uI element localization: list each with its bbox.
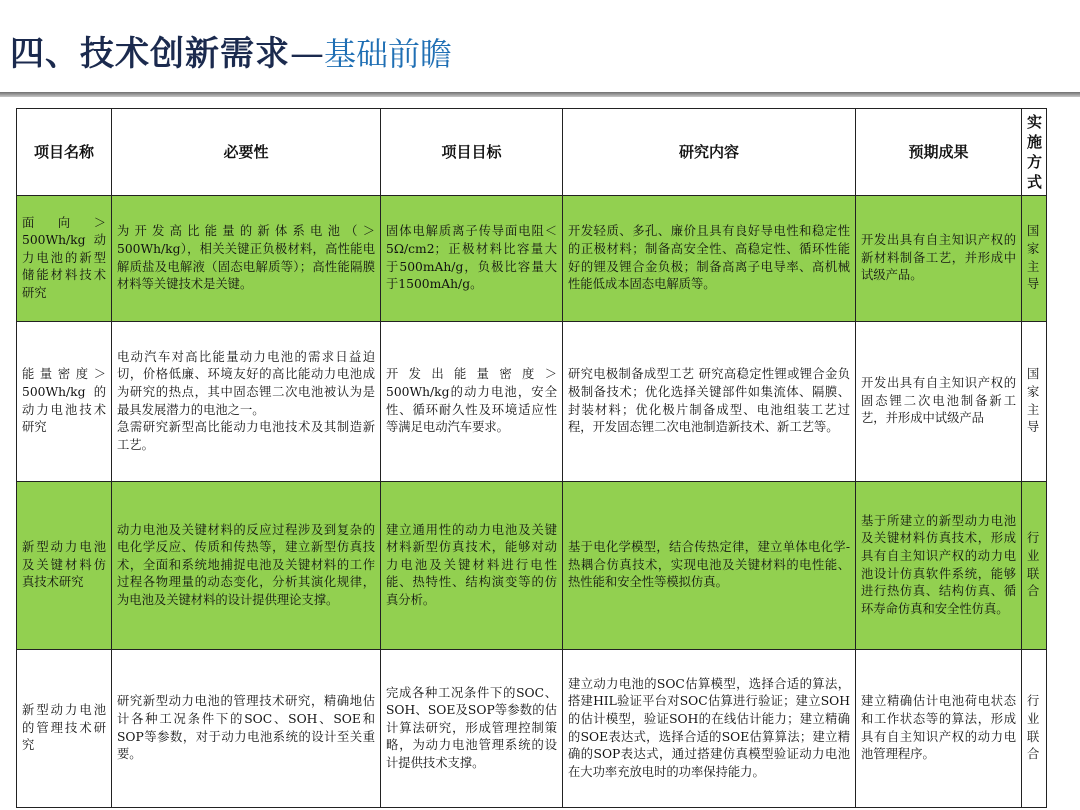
header-implementation-mode: 实施方式 xyxy=(1022,109,1047,196)
title-main: 四、技术创新需求 xyxy=(10,34,290,74)
cell-research-content: 开发轻质、多孔、廉价且具有良好导电性和稳定性的正极材料；制备高安全性、高稳定性、循环性能好的锂及锂合金负极；制备高离子电导率、高机械性能低成本固态电解质等。 xyxy=(563,196,856,322)
cell-project-name: 能量密度＞500Wh/kg的动力电池技术研究 xyxy=(17,322,112,482)
header-necessity: 必要性 xyxy=(112,109,381,196)
header-goal: 项目目标 xyxy=(381,109,563,196)
cell-implementation-mode: 行 业联合 xyxy=(1022,482,1047,650)
cell-expected-result: 建立精确估计电池荷电状态和工作状态等的算法，形成具有自主知识产权的动力电池管理程序。 xyxy=(856,650,1022,808)
page-title xyxy=(10,26,452,86)
cell-implementation-mode: 国 家主导 xyxy=(1022,196,1047,322)
table-row xyxy=(17,650,1047,808)
cell-goal: 完成各种工况条件下的SOC、SOH、SOE及SOP等参数的估计算法研究，形成管理控制策略，为动力电池管理系统的设计提供技术支撑。 xyxy=(381,650,563,808)
cell-research-content: 研究电极制备成型工艺 研究高稳定性锂或锂合金负极制备技术；优化选择关键部件如集流体、隔膜、封装材料；优化极片制备成型、电池组装工艺过程，开发固态锂二次电池制造新技术、新工艺等。 xyxy=(563,322,856,482)
cell-project-name: 新型动力电池及关键材料仿真技术研究 xyxy=(17,482,112,650)
table-row xyxy=(17,322,1047,482)
cell-implementation-mode: 行 业联合 xyxy=(1022,650,1047,808)
cell-research-content: 建立动力电池的SOC估算模型，选择合适的算法，搭建HIL验证平台对SOC估算进行验证；建立SOH的估计模型，验证SOH的在线估计能力；建立精确的SOE表达式，选择合适的SOE估算算法；建立精确的SOP表达式，通过搭建仿真模型验证动力电池在大功率充放电时的功率保持能力。 xyxy=(563,650,856,808)
cell-necessity: 为开发高比能量的新体系电池（＞500Wh/kg），相关关键正负极材料，高性能电解质盐及电解液（固态电解质等）；高性能隔膜材料等关键技术是关键。 xyxy=(112,196,381,322)
cell-necessity: 电动汽车对高比能量动力电池的需求日益迫切，价格低廉、环境友好的高比能动力电池成为研究的热点，其中固态锂二次电池被认为是最具发展潜力的电池之一。 急需研究新型高比能动力电池技术及其制造新工艺。 xyxy=(112,322,381,482)
table-row xyxy=(17,196,1047,322)
table-header-row xyxy=(17,109,1047,196)
title-divider xyxy=(0,92,1080,97)
cell-necessity: 动力电池及关键材料的反应过程涉及到复杂的电化学反应、传质和传热等，建立新型仿真技术，全面和系统地捕捉电池及关键材料的工作过程各物理量的动态变化，分析其演化规律，为电池及关键材料的设计提供理论支撑。 xyxy=(112,482,381,650)
header-research-content: 研究内容 xyxy=(563,109,856,196)
cell-project-name: 新型动力电池的管理技术研究 xyxy=(17,650,112,808)
requirements-table xyxy=(16,108,1047,808)
cell-goal: 固体电解质离子传导面电阻＜5Ω/cm2；正极材料比容量大于500mAh/g，负极比容量大于1500mAh/g。 xyxy=(381,196,563,322)
cell-goal: 建立通用性的动力电池及关键材料新型仿真技术，能够对动力电池及关键材料进行电性能、热特性、结构演变等的仿真分析。 xyxy=(381,482,563,650)
cell-expected-result: 开发出具有自主知识产权的固态锂二次电池制备新工艺，并形成中试级产品 xyxy=(856,322,1022,482)
cell-research-content: 基于电化学模型，结合传热定律，建立单体电化学-热耦合仿真技术，实现电池及关键材料的电性能、热性能和安全性等模拟仿真。 xyxy=(563,482,856,650)
table-row xyxy=(17,482,1047,650)
header-project-name: 项目名称 xyxy=(17,109,112,196)
cell-necessity: 研究新型动力电池的管理技术研究，精确地估计各种工况条件下的SOC、SOH、SOE和SOP等参数，对于动力电池系统的设计至关重要。 xyxy=(112,650,381,808)
cell-expected-result: 开发出具有自主知识产权的新材料制备工艺，并形成中试级产品。 xyxy=(856,196,1022,322)
header-expected-result: 预期成果 xyxy=(856,109,1022,196)
title-subtitle: 基础前瞻 xyxy=(324,35,453,73)
cell-implementation-mode: 国 家主导 xyxy=(1022,322,1047,482)
cell-expected-result: 基于所建立的新型动力电池及关键材料仿真技术，形成具有自主知识产权的动力电池设计仿真软件系统，能够进行热仿真、结构仿真、循环寿命仿真和安全性仿真。 xyxy=(856,482,1022,650)
title-dash: — xyxy=(290,34,324,74)
cell-goal: 开 发 出 能 量 密 度 ＞500Wh/kg的动力电池，安全性、循环耐久性及环境适应性等满足电动汽车要求。 xyxy=(381,322,563,482)
cell-project-name: 面 向 ＞500Wh/kg动力电池的新型储能材料技术研究 xyxy=(17,196,112,322)
